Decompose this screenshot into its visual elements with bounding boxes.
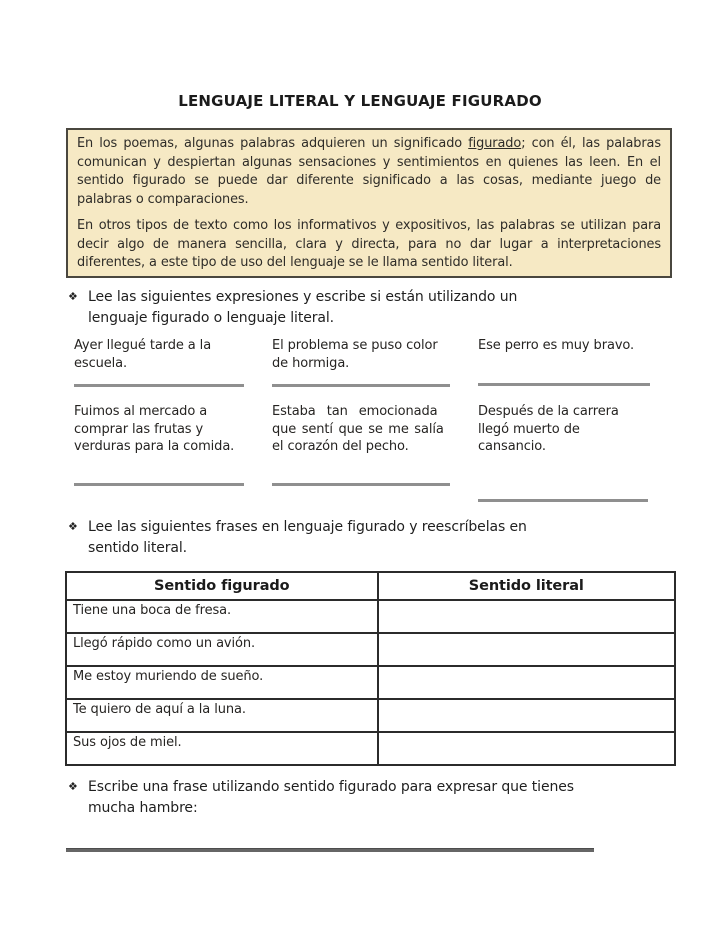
diamond-bullet-icon: ❖ — [68, 290, 78, 303]
figurative-literal-table — [65, 571, 676, 766]
table-cell-empty — [378, 600, 675, 633]
table-row — [66, 633, 675, 666]
diamond-bullet-icon: ❖ — [68, 520, 78, 533]
expression-line: llegó muerto de — [478, 421, 580, 437]
table-header-row — [66, 572, 675, 600]
diamond-bullet-icon: ❖ — [68, 780, 78, 793]
expression-line: comprar las frutas y — [74, 421, 204, 437]
expression-text — [74, 337, 249, 372]
expression-line: Ese perro es muy bravo. — [478, 338, 635, 353]
table-cell: Llegó rápido como un avión. — [66, 633, 378, 666]
intro-box — [66, 128, 672, 278]
expression-text — [272, 337, 454, 372]
intro-p1-after: ; con él, las palabras comunican y despiertan algunas sensaciones y sentimientos en quienes las leen. En el sentido figurado se puede dar diferente significado a las cosas, mediante juego de palabras o comparaciones. — [77, 136, 661, 207]
expression-text — [478, 403, 653, 456]
table-header-cell: Sentido literal — [378, 572, 675, 600]
exercise3-instruction-text — [88, 777, 574, 819]
instruction-line: mucha hambre: — [88, 800, 198, 816]
intro-paragraph-2: En otros tipos de texto como los informativos y expositivos, las palabras se utilizan para decir algo de manera sencilla, clara y directa, para no dar lugar a interpretaciones diferentes, a este tipo de uso del lenguaje se le llama sentido literal. — [77, 218, 661, 270]
expression-line: cansancio. — [478, 439, 546, 454]
writing-line — [66, 848, 594, 852]
intro-p1-underlined-word: figurado — [468, 136, 522, 151]
exercise1-instruction — [68, 287, 628, 329]
instruction-line: lenguaje figurado o lenguaje literal. — [88, 310, 335, 326]
expression-text — [272, 403, 457, 456]
table-header-cell: Sentido figurado — [66, 572, 378, 600]
expression-line: de hormiga. — [272, 355, 350, 371]
table-cell: Sus ojos de miel. — [66, 732, 378, 765]
table-row — [66, 699, 675, 732]
answer-line — [478, 499, 648, 502]
exercise2-instruction-text — [88, 517, 527, 559]
instruction-line: Escribe una frase utilizando sentido figurado para expresar que tienes — [88, 779, 574, 795]
page-title: LENGUAJE LITERAL Y LENGUAJE FIGURADO — [178, 92, 542, 110]
expression-line: Fuimos al mercado a — [74, 404, 208, 419]
expression-line: que sentí que se me salía — [272, 421, 444, 437]
expression-text — [478, 337, 658, 355]
answer-line — [74, 483, 244, 486]
expression-line: el corazón del pecho. — [272, 439, 409, 454]
table-cell-empty — [378, 699, 675, 732]
answer-line — [272, 483, 450, 486]
expression-line: Después de la carrera — [478, 404, 619, 419]
answer-line — [272, 384, 450, 387]
exercise1-instruction-text — [88, 287, 517, 329]
expression-line: escuela. — [74, 355, 128, 371]
instruction-line: sentido literal. — [88, 540, 188, 556]
table-cell-empty — [378, 732, 675, 765]
table-cell: Me estoy muriendo de sueño. — [66, 666, 378, 699]
table-row — [66, 732, 675, 765]
table-cell-empty — [378, 633, 675, 666]
instruction-line: Lee las siguientes frases en lenguaje figurado y reescríbelas en — [88, 519, 527, 535]
exercise2-instruction — [68, 517, 628, 559]
table-row — [66, 666, 675, 699]
answer-line — [74, 384, 244, 387]
table-cell: Tiene una boca de fresa. — [66, 600, 378, 633]
table-row — [66, 600, 675, 633]
intro-p1-before: En los poemas, algunas palabras adquieren un significado — [77, 136, 469, 151]
expression-line: Ayer llegué tarde a la — [74, 338, 212, 353]
expression-line: Estaba tan emocionada — [272, 404, 438, 419]
table-cell: Te quiero de aquí a la luna. — [66, 699, 378, 732]
expression-line: verduras para la comida. — [74, 439, 235, 454]
expression-text — [74, 403, 259, 456]
instruction-line: Lee las siguientes expresiones y escribe si están utilizando un — [88, 289, 518, 305]
table-cell-empty — [378, 666, 675, 699]
exercise3-instruction — [68, 777, 668, 819]
intro-paragraph-1 — [77, 135, 661, 209]
answer-line — [478, 383, 650, 386]
expression-line: El problema se puso color — [272, 338, 438, 353]
